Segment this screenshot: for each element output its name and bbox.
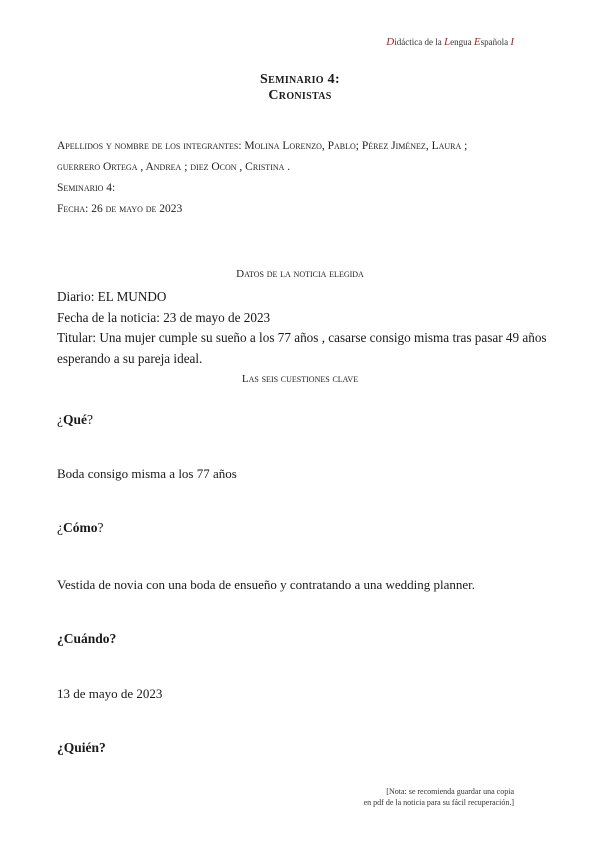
answer-que: Boda consigo misma a los 77 años <box>57 466 237 481</box>
members-label: Apellidos y nombre de los integrantes: <box>57 140 242 152</box>
question-quien-text: ¿Quién? <box>57 740 106 755</box>
date-label: Fecha: <box>57 203 89 215</box>
title-line-1: Seminario 4: <box>260 72 340 87</box>
question-como-open: ¿ <box>57 520 63 535</box>
title-line-2: Cronistas <box>268 88 332 103</box>
header-initial-i: I <box>510 36 514 48</box>
date-value: 26 de mayo de 2023 <box>91 203 183 215</box>
answer-como: Vestida de novia con una boda de ensueño y contratando a una wedding planner. <box>57 577 476 592</box>
header-text-1: idáctica de la <box>394 37 444 47</box>
members-names-2: guerrero Ortega , Andrea ; diez Ocon , Cristina . <box>57 161 291 173</box>
footnote <box>364 786 514 808</box>
news-fecha: Fecha de la noticia: 23 de mayo de 2023 <box>57 309 271 325</box>
question-cuando <box>57 631 116 647</box>
question-quien <box>57 740 106 756</box>
question-que-close: ? <box>87 412 94 427</box>
header-initial-d: D <box>386 36 395 48</box>
header-text-2: engua <box>450 37 474 47</box>
date-line <box>57 199 547 220</box>
question-que-open: ¿ <box>57 412 63 427</box>
document-title <box>0 72 600 104</box>
header-initial-l: L <box>443 36 451 48</box>
news-diario: Diario: EL MUNDO <box>57 289 167 304</box>
question-que <box>57 412 93 428</box>
question-como-close: ? <box>97 520 104 535</box>
question-como-word: Cómo <box>63 520 98 535</box>
question-como <box>57 520 104 536</box>
questions-heading: Las seis cuestiones clave <box>241 373 359 385</box>
question-cuando-text: ¿Cuándo? <box>57 631 117 646</box>
members-names-1: Molina Lorenzo, Pablo; Pérez Jiménez, Laura ; <box>244 140 468 152</box>
header-initial-e: E <box>473 36 481 48</box>
footnote-line-1: [Nota: se recomienda guardar una copia <box>386 787 514 796</box>
seminar-label: Seminario 4: <box>57 182 116 194</box>
news-heading: Datos de la noticia elegida <box>236 268 364 280</box>
meta-block <box>57 136 547 220</box>
question-que-word: Qué <box>63 412 88 427</box>
footnote-line-2: en pdf de la noticia para su fácil recuperación.] <box>363 798 514 807</box>
answer-cuando: 13 de mayo de 2023 <box>57 686 163 701</box>
members-line-1 <box>57 136 547 157</box>
news-block <box>57 287 547 369</box>
news-titular: Titular: Una mujer cumple su sueño a los 77 años , casarse consigo misma tras pasar 49 años esperando a su pareja ideal. <box>57 330 547 366</box>
running-header <box>386 36 514 48</box>
header-text-3: spañola <box>480 37 511 47</box>
